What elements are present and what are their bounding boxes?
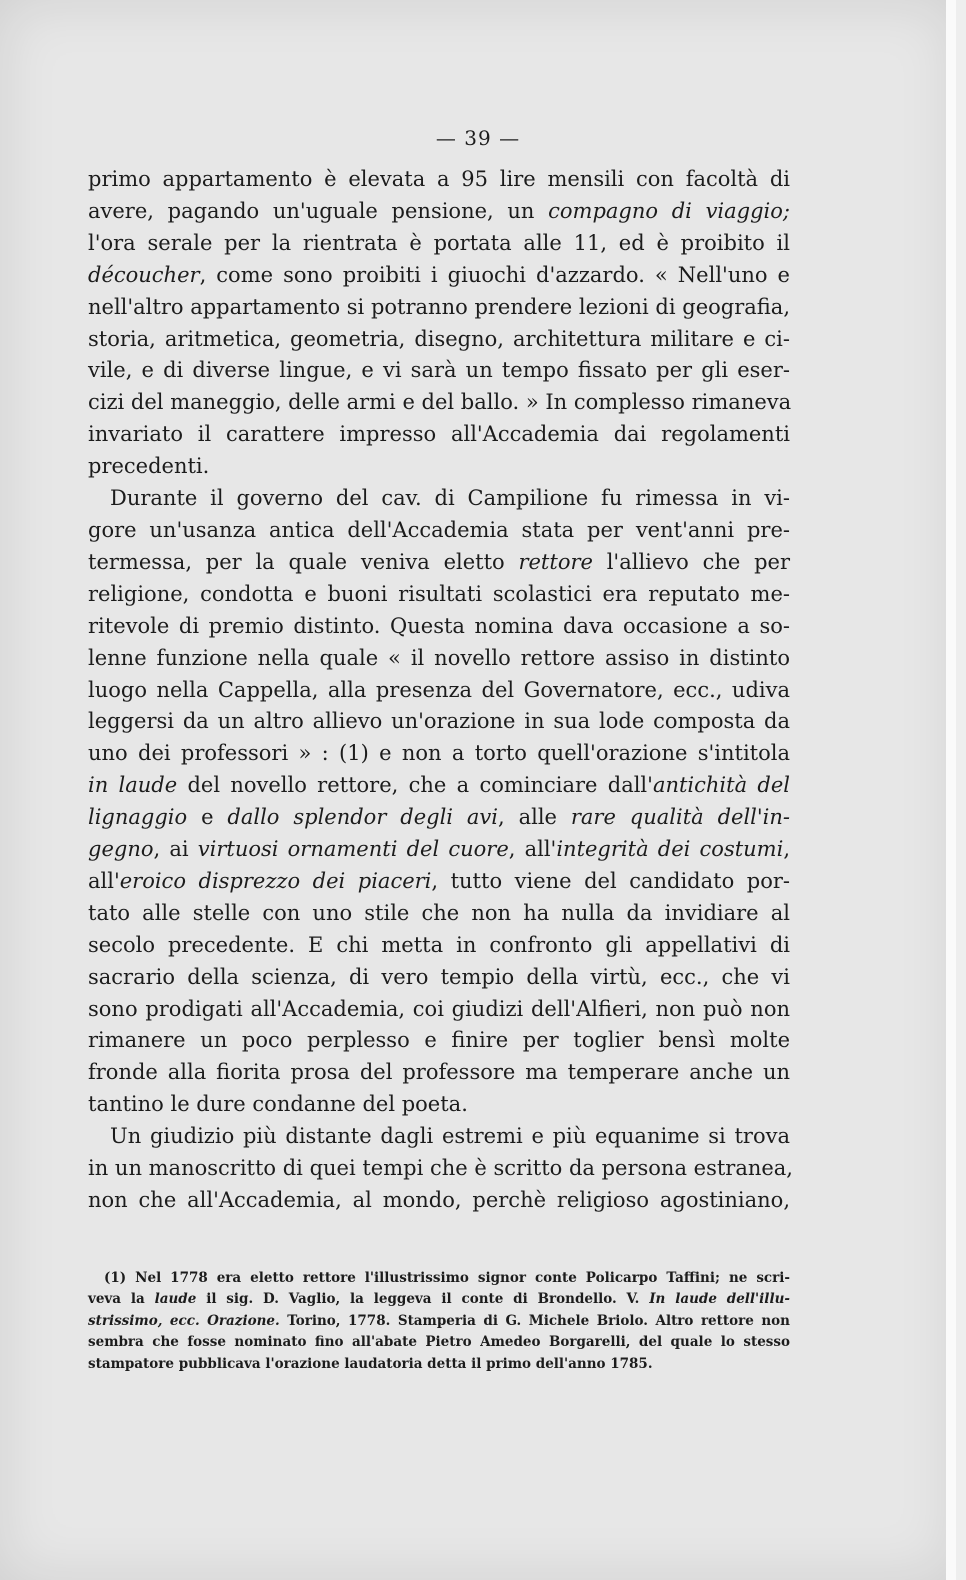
text-line: tantino le dure condanne del poeta. bbox=[88, 1092, 468, 1117]
text-line: sacrario della scienza, di vero tempio della virtù, ecc., che vi bbox=[88, 964, 790, 989]
footnote-line: stampatore pubblicava l'orazione laudatoria detta il primo dell'anno 1785. bbox=[88, 1355, 653, 1372]
text-line: religione, condotta e buoni risultati scolastici era reputato me- bbox=[88, 581, 790, 606]
text-line: termessa, per la quale veniva eletto rettore l'allievo che per bbox=[88, 549, 790, 574]
text-line: rimanere un poco perplesso e finire per toglier bensì molte bbox=[88, 1028, 790, 1053]
text-line: lignaggio e dallo splendor degli avi, alle rare qualità dell'in- bbox=[88, 805, 790, 830]
text-line: in un manoscritto di quei tempi che è scritto da persona estranea, bbox=[88, 1156, 793, 1181]
text-line: lenne funzione nella quale « il novello rettore assiso in distinto bbox=[88, 645, 790, 670]
text-line: avere, pagando un'uguale pensione, un compagno di viaggio; bbox=[88, 198, 790, 223]
text-line: l'ora serale per la rientrata è portata alle 11, ed è proibito il bbox=[88, 230, 790, 255]
text-line: sono prodigati all'Accademia, coi giudizi dell'Alfieri, non può non bbox=[88, 996, 790, 1021]
text-line: primo appartamento è elevata a 95 lire mensili con facoltà di bbox=[88, 167, 790, 191]
text-line: all'eroico disprezzo dei piaceri, tutto viene del candidato por- bbox=[88, 868, 790, 893]
text-line: vile, e di diverse lingue, e vi sarà un tempo fissato per gli eser- bbox=[88, 358, 790, 383]
text-line: Durante il governo del cav. di Campilione fu rimessa in vi- bbox=[110, 486, 790, 511]
text-line: gore un'usanza antica dell'Accademia stata per vent'anni pre- bbox=[88, 517, 790, 542]
text-line: secolo precedente. E chi metta in confronto gli appellativi di bbox=[88, 932, 790, 957]
footnote-line: sembra che fosse nominato fino all'abate Pietro Amedeo Borgarelli, del quale lo stesso bbox=[88, 1334, 790, 1351]
text-line: découcher, come sono proibiti i giuochi d'azzardo. « Nell'uno e bbox=[88, 262, 790, 287]
text-line: luogo nella Cappella, alla presenza del Governatore, ecc., udiva bbox=[88, 677, 790, 702]
page-edge bbox=[946, 0, 956, 1580]
text-line: invariato il carattere impresso all'Accademia dai regolamenti bbox=[88, 422, 790, 447]
page-number: — 39 — bbox=[435, 126, 521, 150]
footnotes bbox=[88, 1268, 790, 1375]
footnote-line: strissimo, ecc. Orazione. Torino, 1778. Stamperia di G. Michele Briolo. Altro rettore non bbox=[88, 1312, 790, 1329]
text-line: non che all'Accademia, al mondo, perchè religioso agostiniano, bbox=[88, 1188, 790, 1212]
footnote-line: veva la laude il sig. D. Vaglio, la leggeva il conte di Brondello. V. In laude dell'illu- bbox=[88, 1291, 790, 1308]
text-line: storia, aritmetica, geometria, disegno, architettura militare e ci- bbox=[88, 326, 790, 351]
text-line: in laude del novello rettore, che a cominciare dall'antichità del bbox=[88, 773, 790, 798]
text-line: Un giudizio più distante dagli estremi e più equanime si trova bbox=[110, 1124, 790, 1149]
text-line: fronde alla fiorita prosa del professore ma temperare anche un bbox=[88, 1060, 790, 1085]
text-line: precedenti. bbox=[88, 454, 210, 479]
footnote-line: (1) Nel 1778 era eletto rettore l'illustrissimo signor conte Policarpo Taffini; ne scri- bbox=[104, 1270, 790, 1286]
text-line: tato alle stelle con uno stile che non ha nulla da invidiare al bbox=[88, 900, 790, 925]
body-text bbox=[88, 164, 793, 1217]
text-line: ritevole di premio distinto. Questa nomina dava occasione a so- bbox=[88, 613, 790, 638]
text-line: cizi del maneggio, delle armi e del ballo. » In complesso rimaneva bbox=[88, 390, 792, 415]
text-line: nell'altro appartamento si potranno prendere lezioni di geografia, bbox=[88, 294, 790, 319]
text-line: leggersi da un altro allievo un'orazione in sua lode composta da bbox=[88, 709, 790, 734]
text-line: gegno, ai virtuosi ornamenti del cuore, all'integrità dei costumi, bbox=[88, 837, 790, 862]
text-line: uno dei professori » : (1) e non a torto quell'orazione s'intitola bbox=[88, 741, 790, 766]
